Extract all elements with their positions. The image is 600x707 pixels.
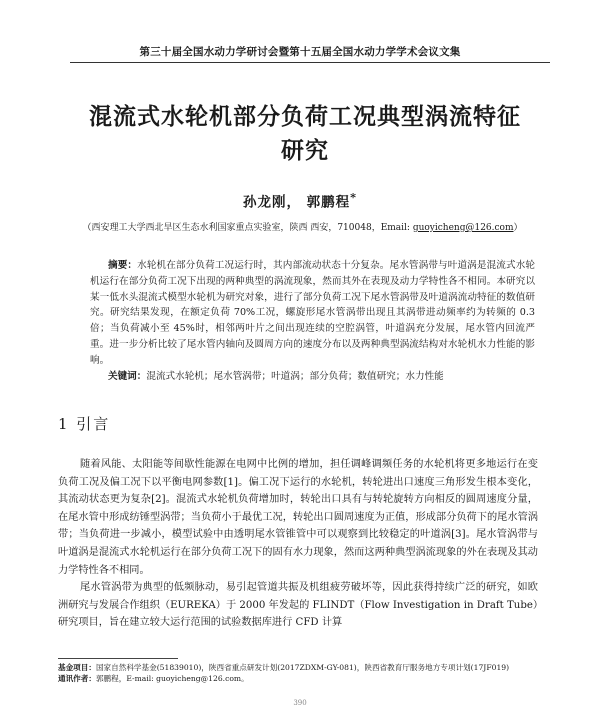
- authors-text: 孙龙刚， 郭鹏程: [242, 194, 351, 211]
- affiliation-close: ）: [513, 223, 523, 233]
- abstract-label: 摘要：: [108, 260, 138, 271]
- funding-text: 国家自然科学基金(51839010)，陕西省重点研发计划(2017ZDXM-GY-081)，陕西省教育厅服务地方专项计划(17JF019): [95, 663, 510, 672]
- keywords-text: 混流式水轮机；尾水管涡带；叶道涡；部分负荷；数值研究；水力性能: [146, 370, 444, 382]
- body-paragraph-1: 随着风能、太阳能等间歇性能源在电网中比例的增加，担任调峰调频任务的水轮机将更多地运行在变负荷工况及偏工况下以平衡电网参数[1]。偏工况下运行的水轮机，转轮进出口速度三角形发生根本变化，其流动状态更为复杂[2]。混流式水轮机负荷增加时，转轮出口具有与转轮旋转方向相反的圆周速度分量，在尾水管中形成纺锤型涡带；当负荷小于最优工况，转轮出口圆周速度为正值，形成部分负荷下的尾水管涡带；当负荷进一步减小，模型试验中由透明尾水管锥管中可以观察到比较稳定的叶道涡[3]。尾水管涡带与叶道涡是混流式水轮机运行在部分负荷工况下的固有水力现象，然而这两种典型涡流现象的外在表现及其动力学特性各不相同。: [58, 459, 538, 576]
- running-header: 第三十届全国水动力学研讨会暨第十五届全国水动力学学术会议文集: [139, 46, 461, 58]
- footnotes: [58, 662, 538, 684]
- contact-label: 通讯作者：: [58, 674, 96, 683]
- author-email-link[interactable]: guoyicheng@126.com: [412, 223, 514, 233]
- contact-text: 郭鹏程，E-mail: guoyicheng@126.com。: [95, 674, 249, 683]
- body-paragraph-2: 尾水管涡带为典型的低频脉动，易引起管道共振及机组疲劳破坏等，因此获得持续广泛的研究，如欧洲研究与发展合作组织（EUREKA）于 2000 年发起的 FLINDT（Flow Investigation in Draft Tube）研究项目，旨在建立较大运行范围的试验数据库进行 CFD 计算: [58, 582, 538, 629]
- author-list: [0, 190, 600, 211]
- title-line-1: 混流式水轮机部分负荷工况典型涡流特征: [89, 104, 521, 130]
- page-number: 390: [293, 699, 307, 707]
- corresponding-mark: *: [350, 190, 358, 204]
- header-rule: [70, 62, 550, 63]
- body-text: [58, 456, 538, 632]
- abstract-block: [90, 258, 535, 384]
- funding-note: [58, 662, 538, 673]
- keywords-paragraph: [90, 369, 535, 385]
- abstract-text: 水轮机在部分负荷工况运行时，其内部流动状态十分复杂。尾水管涡带与叶道涡是混流式水轮机运行在部分负荷工况下出现的两种典型的涡流现象，然而其外在表现及动力学特性各不相同。本研究以某一低水头混流式模型水轮机为研究对象，进行了部分负荷工况下尾水管涡带及叶道涡流动特征的数值研究。研究结果发现，在额定负荷 70%工况，螺旋形尾水管涡带出现且其涡带进动频率约为转频的 0.3 倍；当负荷减小至 45%时，相邻两叶片之间出现连续的空腔涡管，叶道涡充分发展，尾水管内回流严重。进一步分析比较了尾水管内轴向及圆周方向的速度分布以及两种典型涡流结构对水轮机水力性能的影响。: [90, 260, 536, 366]
- affiliation-text: （西安理工大学西北旱区生态水利国家重点实验室，陕西 西安，710048，Email:: [82, 223, 413, 233]
- title-line-2: 研究: [281, 138, 329, 164]
- footnote-rule: [58, 658, 178, 659]
- abstract-paragraph: [90, 258, 535, 369]
- paper-title: [60, 100, 550, 168]
- contact-note: [58, 673, 538, 684]
- section-heading: 1 引言: [58, 415, 111, 433]
- affiliation: [30, 220, 575, 233]
- funding-label: 基金项目：: [58, 663, 96, 672]
- keywords-label: 关键词：: [108, 370, 147, 382]
